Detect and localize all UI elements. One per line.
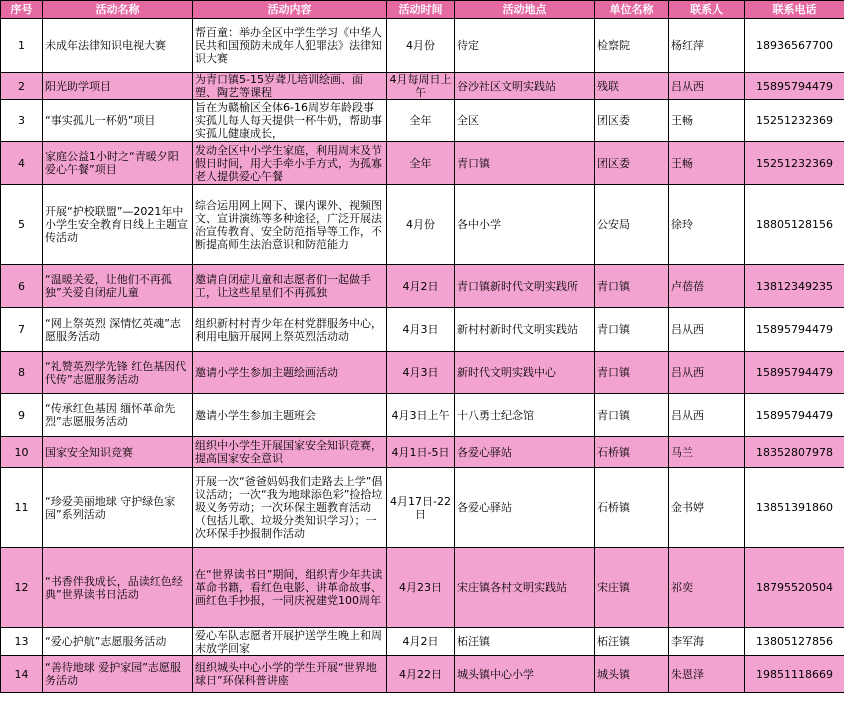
- table-row: [1, 100, 844, 142]
- cell-contact-person: 李军海: [669, 628, 745, 656]
- cell-activity-place: 待定: [455, 19, 595, 73]
- cell-activity-time: 全年: [387, 142, 455, 185]
- cell-seq: 13: [1, 628, 43, 656]
- cell-activity-name: 开展“护校联盟”—2021年中小学生安全教育日线上主题宣传活动: [43, 185, 193, 265]
- cell-contact-phone: 18795520504: [745, 548, 844, 628]
- cell-seq: 6: [1, 265, 43, 308]
- cell-contact-person: 金书婷: [669, 468, 745, 548]
- cell-seq: 1: [1, 19, 43, 73]
- cell-activity-time: 4月1日-5日: [387, 437, 455, 468]
- cell-seq: 9: [1, 394, 43, 437]
- cell-activity-place: 各爱心驿站: [455, 437, 595, 468]
- cell-contact-phone: 15895794479: [745, 394, 844, 437]
- cell-unit-name: 公安局: [595, 185, 669, 265]
- cell-unit-name: 青口镇: [595, 352, 669, 394]
- header-contact-phone: 联系电话: [745, 1, 844, 19]
- cell-activity-name: “传承红色基因 缅怀革命先烈”志愿服务活动: [43, 394, 193, 437]
- table-row: [1, 352, 844, 394]
- cell-contact-phone: 13812349235: [745, 265, 844, 308]
- cell-contact-phone: 18805128156: [745, 185, 844, 265]
- cell-activity-time: 4月3日: [387, 352, 455, 394]
- cell-activity-place: 新时代文明实践中心: [455, 352, 595, 394]
- cell-seq: 7: [1, 308, 43, 352]
- cell-contact-person: 吕从西: [669, 352, 745, 394]
- cell-activity-place: 城头镇中心小学: [455, 656, 595, 693]
- cell-contact-person: 杨红萍: [669, 19, 745, 73]
- cell-activity-place: 宋庄镇各村文明实践站: [455, 548, 595, 628]
- cell-activity-place: 青口镇新时代文明实践所: [455, 265, 595, 308]
- cell-activity-content: 爱心车队志愿者开展护送学生晚上和周末放学回家: [193, 628, 387, 656]
- table-row: [1, 628, 844, 656]
- cell-contact-person: 马兰: [669, 437, 745, 468]
- table-row: [1, 265, 844, 308]
- cell-activity-content: 旨在为赣榆区全体6-16周岁年龄段事实孤儿每人每天提供一杯牛奶，帮助事实孤儿健康成长，: [193, 100, 387, 142]
- cell-unit-name: 检察院: [595, 19, 669, 73]
- cell-seq: 3: [1, 100, 43, 142]
- cell-unit-name: 宋庄镇: [595, 548, 669, 628]
- cell-contact-person: 祁奕: [669, 548, 745, 628]
- cell-contact-person: 卢蓓蓓: [669, 265, 745, 308]
- cell-seq: 14: [1, 656, 43, 693]
- table-row: [1, 394, 844, 437]
- table-header-row: [1, 1, 844, 19]
- cell-unit-name: 石桥镇: [595, 468, 669, 548]
- cell-seq: 2: [1, 73, 43, 100]
- table-row: [1, 656, 844, 693]
- cell-contact-person: 徐玲: [669, 185, 745, 265]
- cell-contact-person: 吕从西: [669, 394, 745, 437]
- table-row: [1, 73, 844, 100]
- cell-unit-name: 柘汪镇: [595, 628, 669, 656]
- cell-contact-person: 朱恩泽: [669, 656, 745, 693]
- header-activity-place: 活动地点: [455, 1, 595, 19]
- cell-activity-content: 组织中小学生开展国家安全知识竞赛，提高国家安全意识: [193, 437, 387, 468]
- cell-contact-phone: 15895794479: [745, 308, 844, 352]
- cell-unit-name: 青口镇: [595, 308, 669, 352]
- cell-seq: 11: [1, 468, 43, 548]
- cell-activity-time: 4月份: [387, 185, 455, 265]
- cell-activity-content: 综合运用网上网下、课内课外、视频图文、宣讲演练等多种途径，广泛开展法治宣传教育、安全防范指导等工作，不断提高师生法治意识和防范能力: [193, 185, 387, 265]
- cell-seq: 5: [1, 185, 43, 265]
- cell-unit-name: 石桥镇: [595, 437, 669, 468]
- cell-activity-name: “温暖关爱，让他们不再孤独”关爱自闭症儿童: [43, 265, 193, 308]
- cell-activity-name: 国家安全知识竞赛: [43, 437, 193, 468]
- cell-activity-name: 家庭公益1小时之“青暖夕阳 爱心午餐”项目: [43, 142, 193, 185]
- cell-activity-content: 为青口镇5-15岁聋儿培训绘画、面塑、陶艺等课程: [193, 73, 387, 100]
- header-unit-name: 单位名称: [595, 1, 669, 19]
- table-row: [1, 548, 844, 628]
- cell-activity-content: 邀请自闭症儿童和志愿者们一起做手工，让这些星星们不再孤独: [193, 265, 387, 308]
- cell-unit-name: 团区委: [595, 142, 669, 185]
- cell-seq: 4: [1, 142, 43, 185]
- cell-activity-name: “事实孤儿一杯奶”项目: [43, 100, 193, 142]
- cell-unit-name: 团区委: [595, 100, 669, 142]
- cell-seq: 8: [1, 352, 43, 394]
- header-contact-person: 联系人: [669, 1, 745, 19]
- cell-activity-place: 各爱心驿站: [455, 468, 595, 548]
- cell-activity-content: 在“世界读书日”期间，组织青少年共读革命书籍，看红色电影、讲革命故事、画红色手抄报，一同庆祝建党100周年: [193, 548, 387, 628]
- cell-activity-content: 邀请小学生参加主题绘画活动: [193, 352, 387, 394]
- cell-contact-person: 王畅: [669, 142, 745, 185]
- cell-activity-place: 各中小学: [455, 185, 595, 265]
- cell-contact-phone: 15895794479: [745, 352, 844, 394]
- cell-activity-name: “礼赞英烈学先锋 红色基因代代传”志愿服务活动: [43, 352, 193, 394]
- cell-activity-content: 开展一次“爸爸妈妈我们走路去上学”倡议活动；一次“我为地球添色彩”捡拾垃圾义务劳动；一次环保主题教育活动（包括儿歌、垃圾分类知识学习）；一次环保手抄报制作活动: [193, 468, 387, 548]
- cell-seq: 10: [1, 437, 43, 468]
- cell-activity-time: 4月22日: [387, 656, 455, 693]
- cell-contact-person: 吕从西: [669, 308, 745, 352]
- cell-unit-name: 青口镇: [595, 265, 669, 308]
- cell-seq: 12: [1, 548, 43, 628]
- header-activity-name: 活动名称: [43, 1, 193, 19]
- cell-activity-content: 发动全区中小学生家庭，利用周末及节假日时间，用大手牵小手方式，为孤寡老人提供爱心午餐: [193, 142, 387, 185]
- cell-unit-name: 城头镇: [595, 656, 669, 693]
- cell-activity-content: 组织城头中心小学的学生开展“世界地球日”环保科普讲座: [193, 656, 387, 693]
- cell-activity-time: 4月份: [387, 19, 455, 73]
- cell-activity-time: 4月每周日上午: [387, 73, 455, 100]
- cell-contact-phone: 18352807978: [745, 437, 844, 468]
- cell-activity-name: “爱心护航”志愿服务活动: [43, 628, 193, 656]
- cell-unit-name: 青口镇: [595, 394, 669, 437]
- cell-activity-name: 阳光助学项目: [43, 73, 193, 100]
- cell-activity-content: 邀请小学生参加主题班会: [193, 394, 387, 437]
- cell-activity-name: “网上祭英烈 深情忆英魂”志愿服务活动: [43, 308, 193, 352]
- cell-activity-time: 4月3日: [387, 308, 455, 352]
- cell-activity-place: 青口镇: [455, 142, 595, 185]
- cell-activity-time: 4月2日: [387, 265, 455, 308]
- cell-activity-place: 谷沙社区文明实践站: [455, 73, 595, 100]
- cell-activity-name: “书香伴我成长，品读红色经典”世界读书日活动: [43, 548, 193, 628]
- table-row: [1, 19, 844, 73]
- cell-activity-time: 4月3日上午: [387, 394, 455, 437]
- cell-activity-time: 4月2日: [387, 628, 455, 656]
- cell-contact-phone: 13851391860: [745, 468, 844, 548]
- cell-activity-time: 4月17日-22日: [387, 468, 455, 548]
- table-body: [1, 19, 844, 693]
- cell-activity-content: 帮百童：举办全区中学生学习《中华人民共和国预防未成年人犯罪法》法律知识大赛: [193, 19, 387, 73]
- cell-contact-phone: 15251232369: [745, 142, 844, 185]
- cell-contact-phone: 15251232369: [745, 100, 844, 142]
- cell-activity-place: 十八勇士纪念馆: [455, 394, 595, 437]
- cell-activity-place: 柘汪镇: [455, 628, 595, 656]
- cell-contact-phone: 13805127856: [745, 628, 844, 656]
- cell-contact-person: 王畅: [669, 100, 745, 142]
- table-row: [1, 185, 844, 265]
- cell-activity-name: 未成年法律知识电视大赛: [43, 19, 193, 73]
- cell-activity-place: 全区: [455, 100, 595, 142]
- table-row: [1, 468, 844, 548]
- header-activity-time: 活动时间: [387, 1, 455, 19]
- cell-activity-time: 全年: [387, 100, 455, 142]
- cell-activity-content: 组织新村村青少年在村党群服务中心，利用电脑开展网上祭英烈活动动: [193, 308, 387, 352]
- cell-activity-name: “珍爱美丽地球 守护绿色家园”系列活动: [43, 468, 193, 548]
- cell-contact-person: 吕从西: [669, 73, 745, 100]
- table-row: [1, 308, 844, 352]
- cell-unit-name: 残联: [595, 73, 669, 100]
- cell-contact-phone: 18936567700: [745, 19, 844, 73]
- table-row: [1, 142, 844, 185]
- cell-contact-phone: 15895794479: [745, 73, 844, 100]
- table-row: [1, 437, 844, 468]
- cell-activity-time: 4月23日: [387, 548, 455, 628]
- header-seq: 序号: [1, 1, 43, 19]
- cell-activity-place: 新村村新时代文明实践站: [455, 308, 595, 352]
- cell-contact-phone: 19851118669: [745, 656, 844, 693]
- header-activity-content: 活动内容: [193, 1, 387, 19]
- cell-activity-name: “善待地球 爱护家园”志愿服务活动: [43, 656, 193, 693]
